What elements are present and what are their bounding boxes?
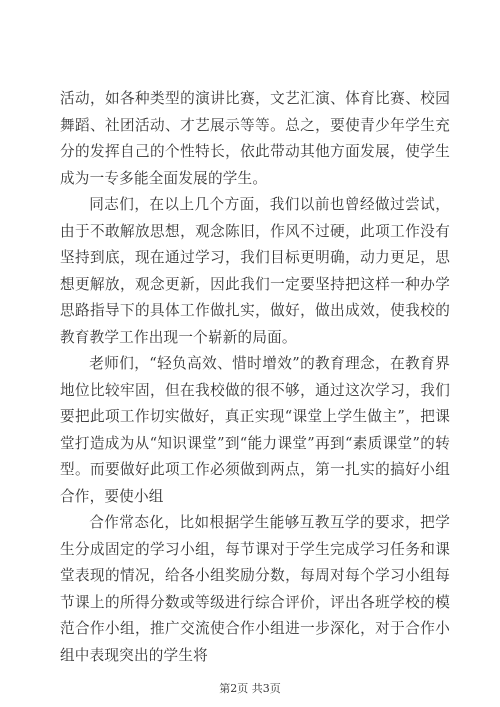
paragraph-4: 合作常态化，比如根据学生能够互教互学的要求，把学生分成固定的学习小组，每节课对于学生完成学习任务和课堂表现的情况，给各小组奖励分数，每周对每个学习小组每节课上的所得分数或等级进行综合评价，评出各班学校的模范合作小组，推广交流使合作小组进一步深化，对于合作小组中表现突出的学生将 — [60, 514, 450, 664]
page-footer: 第2页 共3页 — [219, 682, 281, 695]
paragraph-2: 同志们，在以上几个方面，我们以前也曾经做过尝试，由于不敢解放思想，观念陈旧，作风不过硬，此项工作没有坚持到底，现在通过学习，我们目标更明确，动力更足，思想更解放，观念更新，因此我们一定要坚持把这样一种办学思路指导下的具体工作做扎实，做好，做出成效，使我校的教育教学工作出现一个崭新的局面。 — [60, 196, 450, 346]
paragraph-3: 老师们，“轻负高效、惜时增效”的教育理念，在教育界地位比较牢固，但在我校做的很不够，通过这次学习，我们要把此项工作切实做好，真正实现“课堂上学生做主”，把课堂打造成为从“知识课堂”到“能力课堂”再到“素质课堂”的转型。而要做好此项工作必须做到两点，第一扎实的搞好小组合作，要使小组 — [60, 355, 450, 505]
document-body — [60, 86, 450, 669]
paragraph-1: 活动，如各种类型的演讲比赛，文艺汇演、体育比赛、校园舞蹈、社团活动、才艺展示等等。总之，要使青少年学生充分的发挥自己的个性特长，依此带动其他方面发展，使学生成为一专多能全面发展的学生。 — [60, 90, 450, 187]
